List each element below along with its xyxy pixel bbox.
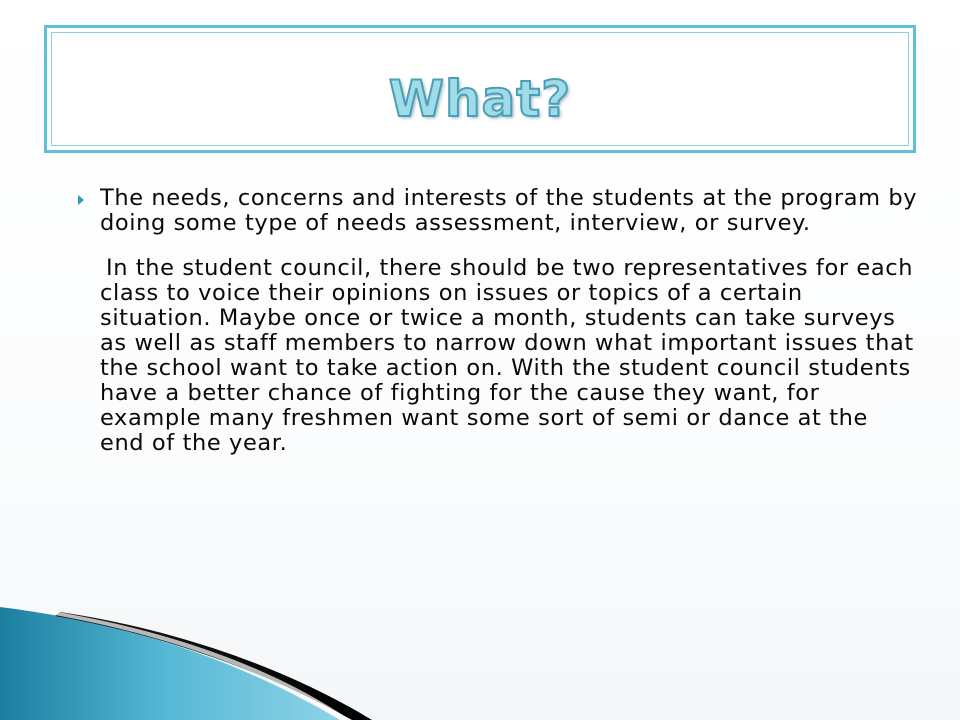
title-frame <box>44 25 916 153</box>
slide-title: What? <box>388 70 572 128</box>
triangle-bullet-icon <box>78 195 84 205</box>
white-swoosh-highlight <box>38 609 350 720</box>
body-content <box>68 186 918 456</box>
body-paragraph: In the student council, there should be two representatives for each class to voice their opinions on issues or topics of a certain situation. Maybe once or twice a month, students can take surveys as well as staff members to narrow down what important issues that the school want to take action on. With the student council students have a better chance of fighting for the cause they want, for example many freshmen want some sort of semi or dance at the end of the year. <box>100 255 914 456</box>
bullet-item <box>68 186 918 236</box>
bullet-text: The needs, concerns and interests of the students at the program by doing some type of needs assessment, interview, or survey. <box>100 185 918 236</box>
dark-swoosh-stripe <box>55 612 372 720</box>
teal-swoosh-shape <box>0 607 340 720</box>
